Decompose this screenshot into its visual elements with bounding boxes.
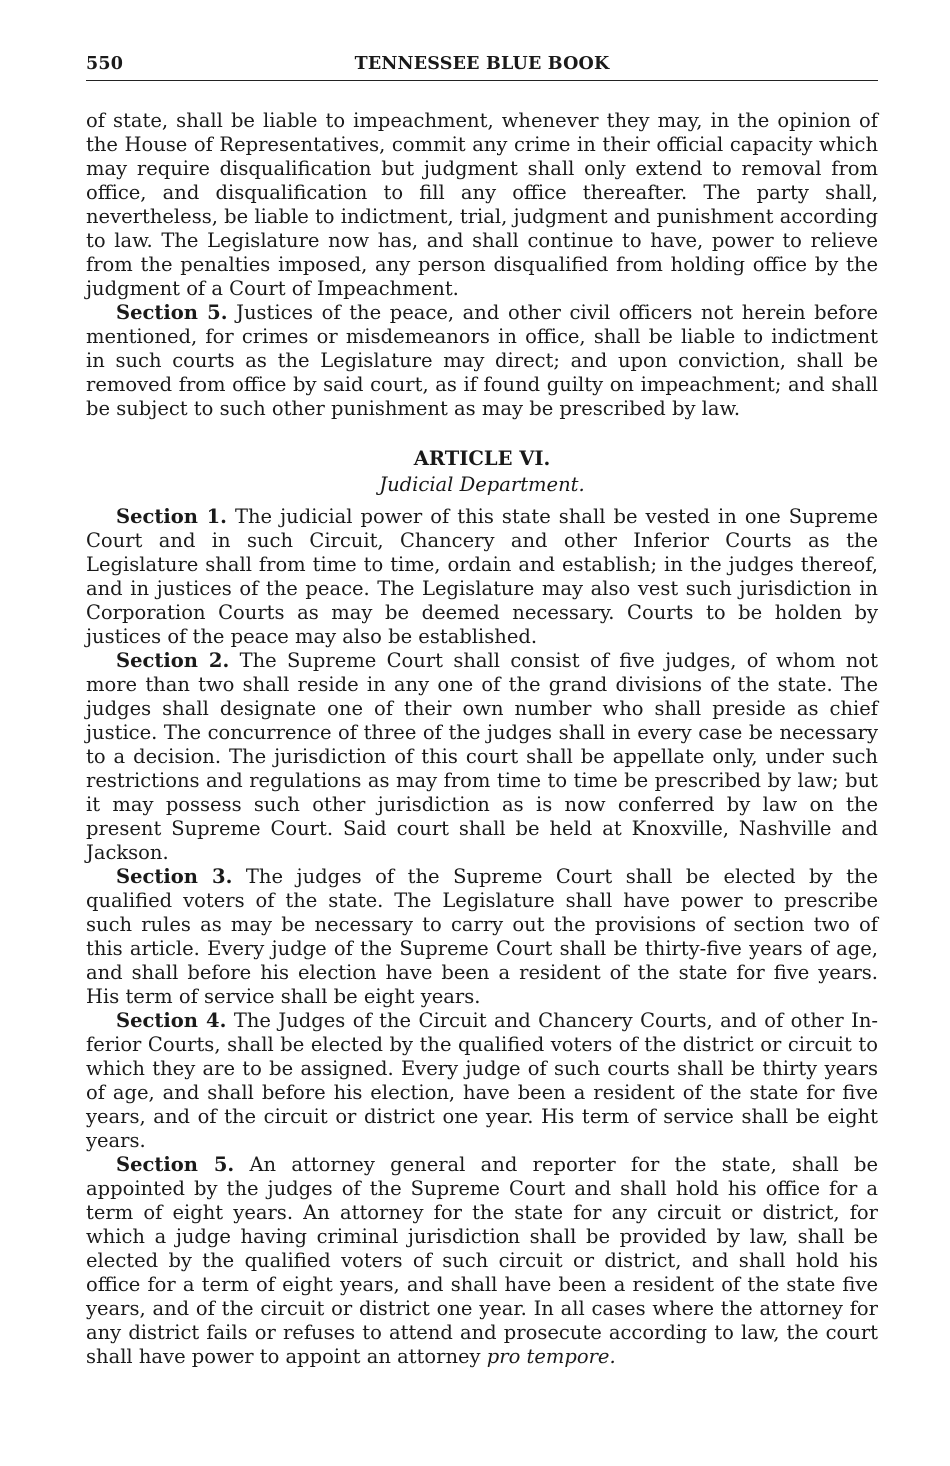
section-label: Section 5. <box>116 301 228 324</box>
section-text: The judicial power of this state shall be vested in one Supreme Court and in such Circuit, Chancery and other Inferior Courts as the Legislature shall from time to time, ordain and establish; in the judges thereof, and in justices of the peace. The Legislature may also vest such jurisdiction in Corporation Courts as may be deemed necessary. Courts to be holden by justices of the peace may also be established. <box>86 505 878 648</box>
article-vi-section-3-paragraph <box>86 865 878 1009</box>
section-label: Section 1. <box>116 505 227 528</box>
running-header <box>86 52 878 81</box>
article-vi-section-2-paragraph <box>86 649 878 865</box>
article-title: ARTICLE VI. <box>413 447 551 470</box>
body-text <box>86 109 878 1369</box>
section-label: Section 4. <box>116 1009 227 1032</box>
page-number: 550 <box>86 54 124 74</box>
article-subtitle: Judicial Department. <box>379 473 585 496</box>
continuation-paragraph: of state, shall be liable to impeachment, whenever they may, in the opinion of the House of Representatives, commit any crime in their official capacity which may require disqualification but judgment shall only extend to removal from office, and disqualification to fill any office thereafter. The party shall, nevertheless, be liable to indictment, trial, judgment and punishment according to law. The Legislature now has, and shall continue to have, power to relieve from the penalties imposed, any person disqualified from holding office by the judgment of a Court of Impeachment. <box>86 109 878 300</box>
section-label: Section 2. <box>116 649 230 672</box>
article-vi-section-1-paragraph <box>86 505 878 649</box>
section-text: An attorney general and reporter for the state, shall be appointed by the judges of the Supreme Court and shall hold his office for a term of eight years. An attorney for the state for any circuit or district, for which a judge having criminal jurisdiction shall be provided by law, shall be elected by the qualified voters of such circuit or district, and shall hold his office for a term of eight years, and shall have been a resident of the state five years, and of the circuit or district one year. In all cases where the attorney for any district fails or refuses to attend and prosecute according to law, the court shall have power to appoint an attorney <box>86 1153 879 1368</box>
article-vi-section-4-paragraph <box>86 1009 878 1153</box>
section-label: Section 3. <box>116 865 233 888</box>
book-title: TENNESSEE BLUE BOOK <box>354 54 610 74</box>
section-label: Section 5. <box>116 1153 235 1176</box>
section-text: Justices of the peace, and other civil officers not herein before mentioned, for crimes or misdemeanors in office, shall be liable to indictment in such courts as the Legislature may direct; and upon conviction, shall be removed from office by said court, as if found guilty on impeachment; and shall be subject to such other punishment as may be prescribed by law. <box>86 301 878 420</box>
section-text: The Supreme Court shall consist of five judges, of whom not more than two shall reside in any one of the grand divisions of the state. The judges shall designate one of their own number who shall preside as chief justice. The concurrence of three of the judges shall in every case be necessary to a decision. The jurisdiction of this court shall be appellate only, under such restrictions and regulations as may from time to time be prescribed by law; but it may possess such other jurisdiction as is now conferred by law on the present Supreme Court. Said court shall be held at Knoxville, Nashville and Jackson. <box>86 649 879 864</box>
article-vi-section-5-paragraph <box>86 1153 878 1369</box>
document-page <box>86 52 878 1369</box>
latin-phrase: pro tempore. <box>486 1345 616 1368</box>
section-text: The judges of the Supreme Court shall be elected by the qualified voters of the state. The Legislature shall have power to prescribe such rules as may be necessary to carry out the provisions of section two of this article. Every judge of the Supreme Court shall be thirty-five years of age, and shall before his election have been a resident of the state for five years. His term of service shall be eight years. <box>86 865 879 1008</box>
article-v-section-5-paragraph <box>86 301 878 421</box>
section-text: The Judges of the Circuit and Chancery Courts, and of other Inferior Courts, shall be elected by the qualified voters of the district or circuit to which they are to be assigned. Every judge of such courts shall be thirty years of age, and shall before his election, have been a resident of the state for five years, and of the circuit or district one year. His term of service shall be eight years. <box>86 1009 878 1152</box>
